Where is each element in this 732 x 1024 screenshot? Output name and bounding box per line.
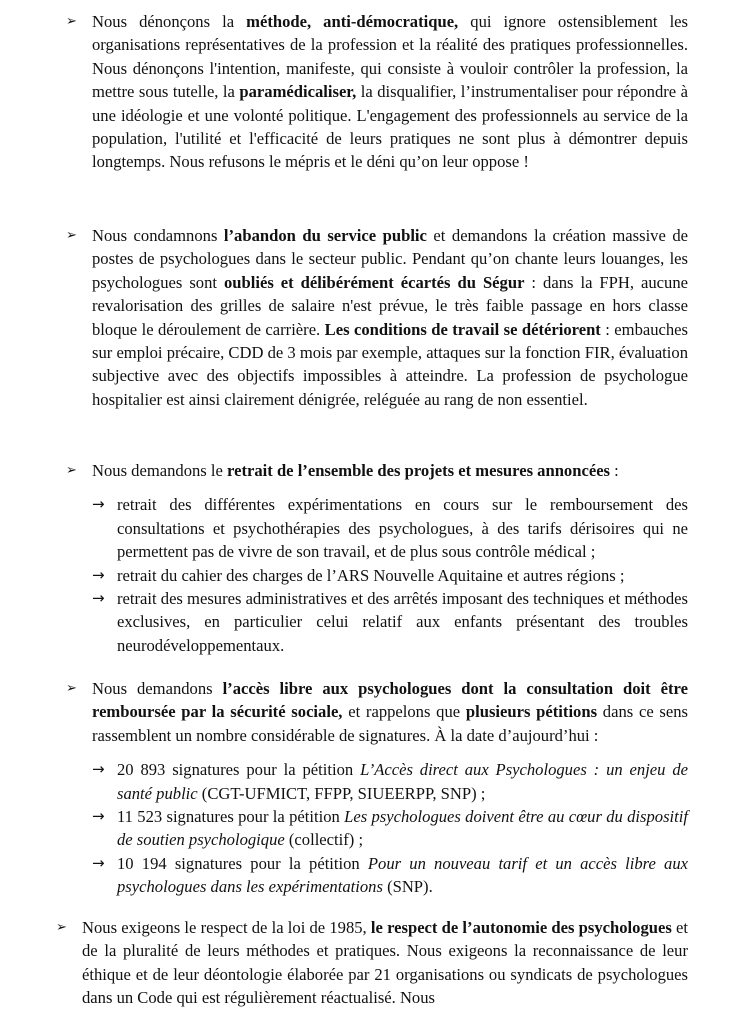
list-item-text (117, 566, 625, 585)
text-run: Nous dénonçons la (92, 12, 247, 31)
petition-list (92, 758, 689, 898)
list-item-text (117, 854, 688, 896)
emphasis-bold: plusieurs pétitions (465, 702, 598, 722)
petition-item (92, 758, 688, 805)
petition-item (92, 852, 689, 899)
text-run: 11 523 signatures pour la pétition (117, 807, 345, 827)
text-run: Nous demandons (92, 679, 223, 698)
text-run: : dans la FPH, aucune revalorisation des grilles de salaire n'est prévue, le très faible passage en hors classe bloque le déroulement de carrière. (92, 272, 688, 339)
arrowhead-bullet-icon: ➢ (66, 681, 77, 696)
section-retrait (66, 459, 688, 657)
text-run: et demandons la création massive de postes de psychologues dans le secteur public. Pendant qu’on chante leurs louanges, les psychologues sont (92, 226, 688, 292)
petition-title: L’Accès direct aux Psychologues : un enjeu de santé public (117, 760, 688, 803)
text-run: Nous demandons le (92, 461, 228, 480)
right-arrow-icon: → (92, 760, 105, 779)
text-run: et rappelons que (342, 702, 466, 722)
text-run: 20 893 signatures pour la pétition (117, 760, 361, 780)
paragraph (92, 224, 688, 411)
petition-item (92, 805, 688, 852)
text-run: Nous condamnons (92, 226, 224, 245)
text-run: retrait du cahier des charges de l’ARS Nouvelle Aquitaine et autres régions ; (117, 565, 625, 585)
paragraph (92, 459, 688, 482)
emphasis-bold: retrait de l’ensemble des projets et mesures annoncées (227, 461, 611, 480)
section-acces-libre (66, 677, 689, 899)
text-run: (collectif) ; (284, 830, 364, 850)
emphasis-bold: l’accès libre aux psychologues dont la consultation doit être remboursée par la sécurité sociale, (92, 679, 688, 722)
text-run: et de la pluralité de leurs méthodes et pratiques. Nous exigeons la reconnaissance de leur éthique et de leur déontologie élaborée par 21 organisations ou syndicats de psychologues dans un Code qui est régulièrement réactualisé. Nous (82, 918, 688, 1008)
text-run: (CGT-UFMICT, FFPP, SIUEERPP, SNP) ; (197, 783, 486, 803)
text-run: (SNP). (382, 877, 433, 897)
right-arrow-icon: → (92, 589, 105, 608)
emphasis-bold: l’abandon du service public (223, 226, 427, 245)
emphasis-bold: paramédicaliser, (239, 82, 357, 102)
paragraph (92, 10, 688, 174)
emphasis-bold: méthode, anti-démocratique, (246, 12, 459, 31)
text-run: 10 194 signatures pour la pétition (117, 853, 368, 873)
text-run: retrait des différentes expérimentations en cours sur le remboursement des consultations et psychothérapies des psychologues, à des tarifs dérisoires qui ne permettent pas de vivre de son travail, et de plus sous contrôle médical ; (117, 495, 688, 562)
paragraph (82, 916, 688, 1010)
section-service-public (66, 224, 689, 411)
arrowhead-bullet-icon: ➢ (66, 228, 77, 243)
sub-list (92, 493, 688, 657)
text-run: retrait des mesures administratives et des arrêtés imposant des techniques et méthodes exclusives, en particulier celui relatif aux enfants présentant des troubles neurodéveloppementaux. (117, 589, 688, 655)
text-run: la disqualifier, l’instrumentaliser pour répondre à une idéologie et une volonté politique. L'engagement des professionnels au service de la population, l'utilité et l'efficacité de leurs pratiques ne sont plus à démontrer depuis longtemps. Nous refusons le mépris et le déni qu’on leur oppose ! (92, 82, 688, 172)
section-methode (66, 10, 688, 174)
arrowhead-bullet-icon: ➢ (56, 920, 67, 935)
petition-title: Les psychologues doivent être au cœur du dispositif de soutien psychologique (117, 807, 688, 850)
list-item-text (117, 760, 688, 802)
text-run: : (610, 461, 619, 480)
text-run: qui ignore ostensiblement les organisations représentatives de la profession et la réalité des pratiques professionnelles. Nous dénonçons l'intention, manifeste, qui consiste à vouloir contrôler la profession, la mettre sous tutelle, la (92, 12, 688, 102)
petition-title: Pour un nouveau tarif et un accès libre aux psychologues dans les expérimentations (117, 853, 689, 897)
right-arrow-icon: → (92, 495, 105, 514)
emphasis-bold: oubliés et délibérément écartés du Ségur (224, 272, 525, 292)
list-item-text (117, 589, 688, 655)
list-item (92, 564, 688, 587)
arrowhead-bullet-icon: ➢ (66, 14, 77, 29)
right-arrow-icon: → (92, 853, 105, 872)
text-run: Nous exigeons le respect de la loi de 1985, (82, 918, 371, 937)
list-item-text (117, 495, 688, 561)
section-loi-1985 (56, 916, 688, 1010)
list-item (92, 587, 688, 657)
list-item (92, 493, 688, 563)
arrowhead-bullet-icon: ➢ (66, 463, 77, 478)
text-run: : embauches sur emploi précaire, CDD de 3 mois par exemple, attaques sur la fonction FIR, évaluation subjective avec des objectifs impossibles à atteindre. La profession de psychologue hospitalier est ainsi clairement dénigrée, reléguée au rang de non essentiel. (92, 319, 689, 409)
list-item-text (117, 807, 688, 849)
right-arrow-icon: → (92, 565, 105, 584)
text-run: dans ce sens rassemblent un nombre considérable de signatures. À la date d’aujourd’hui : (92, 702, 688, 745)
emphasis-bold: Les conditions de travail se détériorent (324, 319, 601, 339)
paragraph (92, 677, 688, 747)
right-arrow-icon: → (92, 807, 105, 826)
emphasis-bold: le respect de l’autonomie des psychologues (370, 918, 672, 937)
